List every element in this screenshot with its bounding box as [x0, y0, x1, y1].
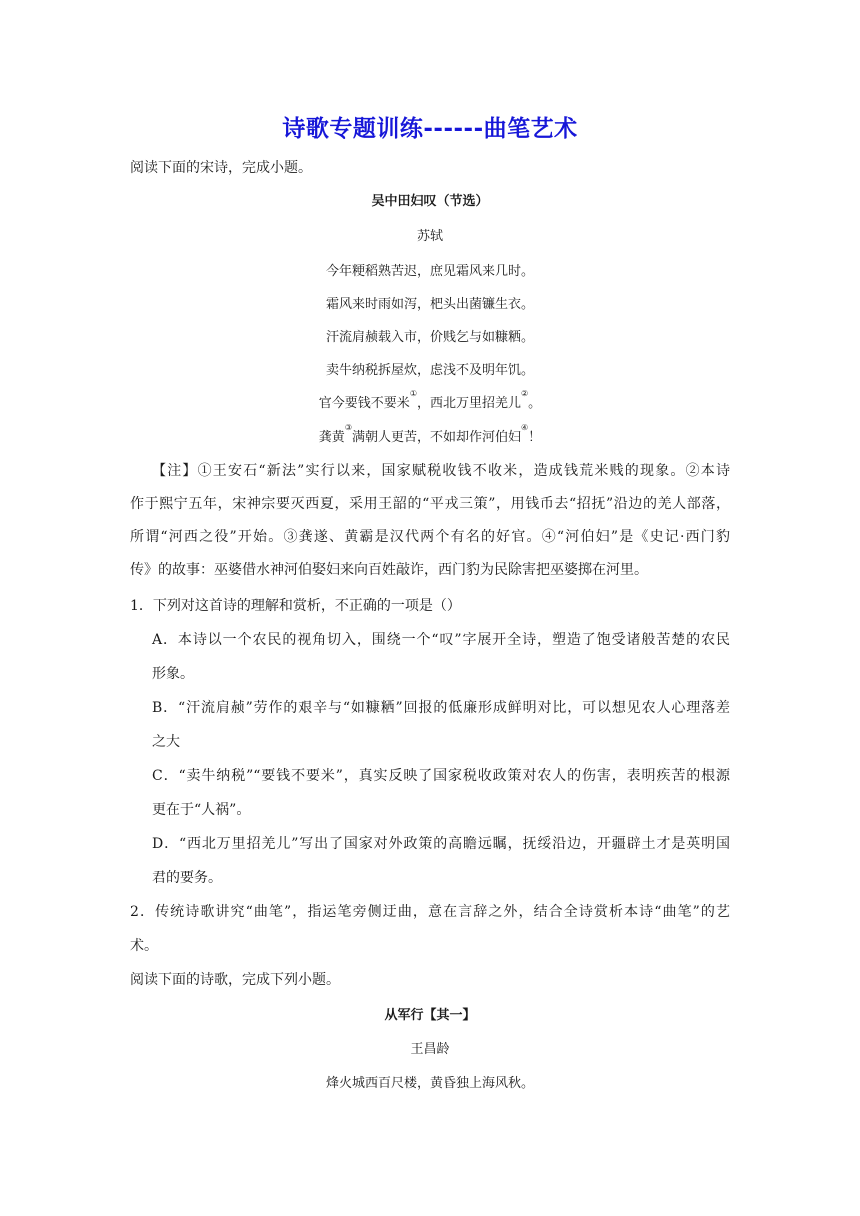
option-d-cont: 君的要务。: [152, 870, 222, 886]
footnote-mark: ②: [521, 389, 529, 398]
poem-line: 卖牛纳税拆屋炊，虑浅不及明年饥。: [325, 363, 534, 378]
option-d[interactable]: D．“西北万里招羌儿”写出了国家对外政策的高瞻远瞩，抚绥沿边，开疆辟土才是英明国: [152, 836, 730, 852]
poem-text: ，西北万里招羌儿: [416, 396, 521, 411]
footnote-mark: ④: [521, 423, 529, 432]
poem-text: 龚黄: [318, 430, 345, 445]
question-2-cont: 术。: [130, 938, 158, 954]
poem-text: ！: [528, 430, 542, 445]
question-2-stem: 2．传统诗歌讲究“曲笔”，指运笔旁侧迂曲，意在言辞之外，结合全诗赏析本诗“曲笔”的艺: [130, 904, 730, 920]
poem-text: 官今要钱不要米: [318, 396, 410, 411]
footnote-mark: ③: [344, 423, 352, 432]
option-a-cont: 形象。: [152, 666, 194, 682]
poem-title: 吴中田妇叹（节选）: [371, 194, 489, 209]
intro-text: 阅读下面的宋诗，完成小题。: [130, 160, 312, 176]
note-line: 所谓“河西之役”开始。③龚遂、黄霸是汉代两个有名的好官。④“河伯妇”是《史记·西门豹: [130, 529, 730, 545]
note-line: 传》的故事：巫婆借水神河伯娶妇来向百姓敲诈，西门豹为民除害把巫婆掷在河里。: [130, 562, 648, 578]
poem-title: 从军行【其一】: [384, 1008, 476, 1023]
poem-line: 烽火城西百尺楼，黄昏独上海风秋。: [325, 1076, 534, 1091]
option-c[interactable]: C．“卖牛纳税”“要钱不要米”，真实反映了国家税收政策对农人的伤害，表明疾苦的根源: [152, 768, 730, 784]
poem-line: [0, 423, 860, 445]
poem-text: 。: [528, 396, 542, 411]
poem-line: 今年粳稻熟苦迟，庶见霜风来几时。: [325, 264, 534, 279]
poem-line: [0, 389, 860, 411]
poem-line: 霜风来时雨如泻，杷头出菌镰生衣。: [325, 297, 534, 312]
option-b-cont: 之大: [152, 734, 180, 750]
poem-text: 满朝人更苦，不如却作河伯妇: [351, 430, 521, 445]
poem-line: 汗流肩赪载入市，价贱乞与如糠粞。: [325, 330, 534, 345]
poem-author: 苏轼: [416, 229, 443, 244]
option-a[interactable]: A．本诗以一个农民的视角切入，围绕一个“叹”字展开全诗，塑造了饱受诸般苦楚的农民: [152, 632, 730, 648]
note-line: 作于熙宁五年，宋神宗要灭西夏，采用王韶的“平戎三策”，用钱币去“招抚”沿边的羌人部落，: [130, 496, 730, 512]
intro-text: 阅读下面的诗歌，完成下列小题。: [130, 972, 340, 988]
footnote-mark: ①: [409, 389, 417, 398]
note-line: 【注】①王安石“新法”实行以来，国家赋税收钱不收米，造成钱荒米贱的现象。②本诗: [152, 463, 730, 479]
option-c-cont: 更在于“人祸”。: [152, 802, 251, 818]
question-1-stem: 1．下列对这首诗的理解和赏析，不正确的一项是（）: [130, 598, 461, 614]
poem-author: 王昌龄: [410, 1042, 450, 1057]
option-b[interactable]: B．“汗流肩赪”劳作的艰辛与“如糠粞”回报的低廉形成鲜明对比，可以想见农人心理落差: [152, 700, 730, 716]
page-title: 诗歌专题训练------曲笔艺术: [282, 116, 578, 142]
